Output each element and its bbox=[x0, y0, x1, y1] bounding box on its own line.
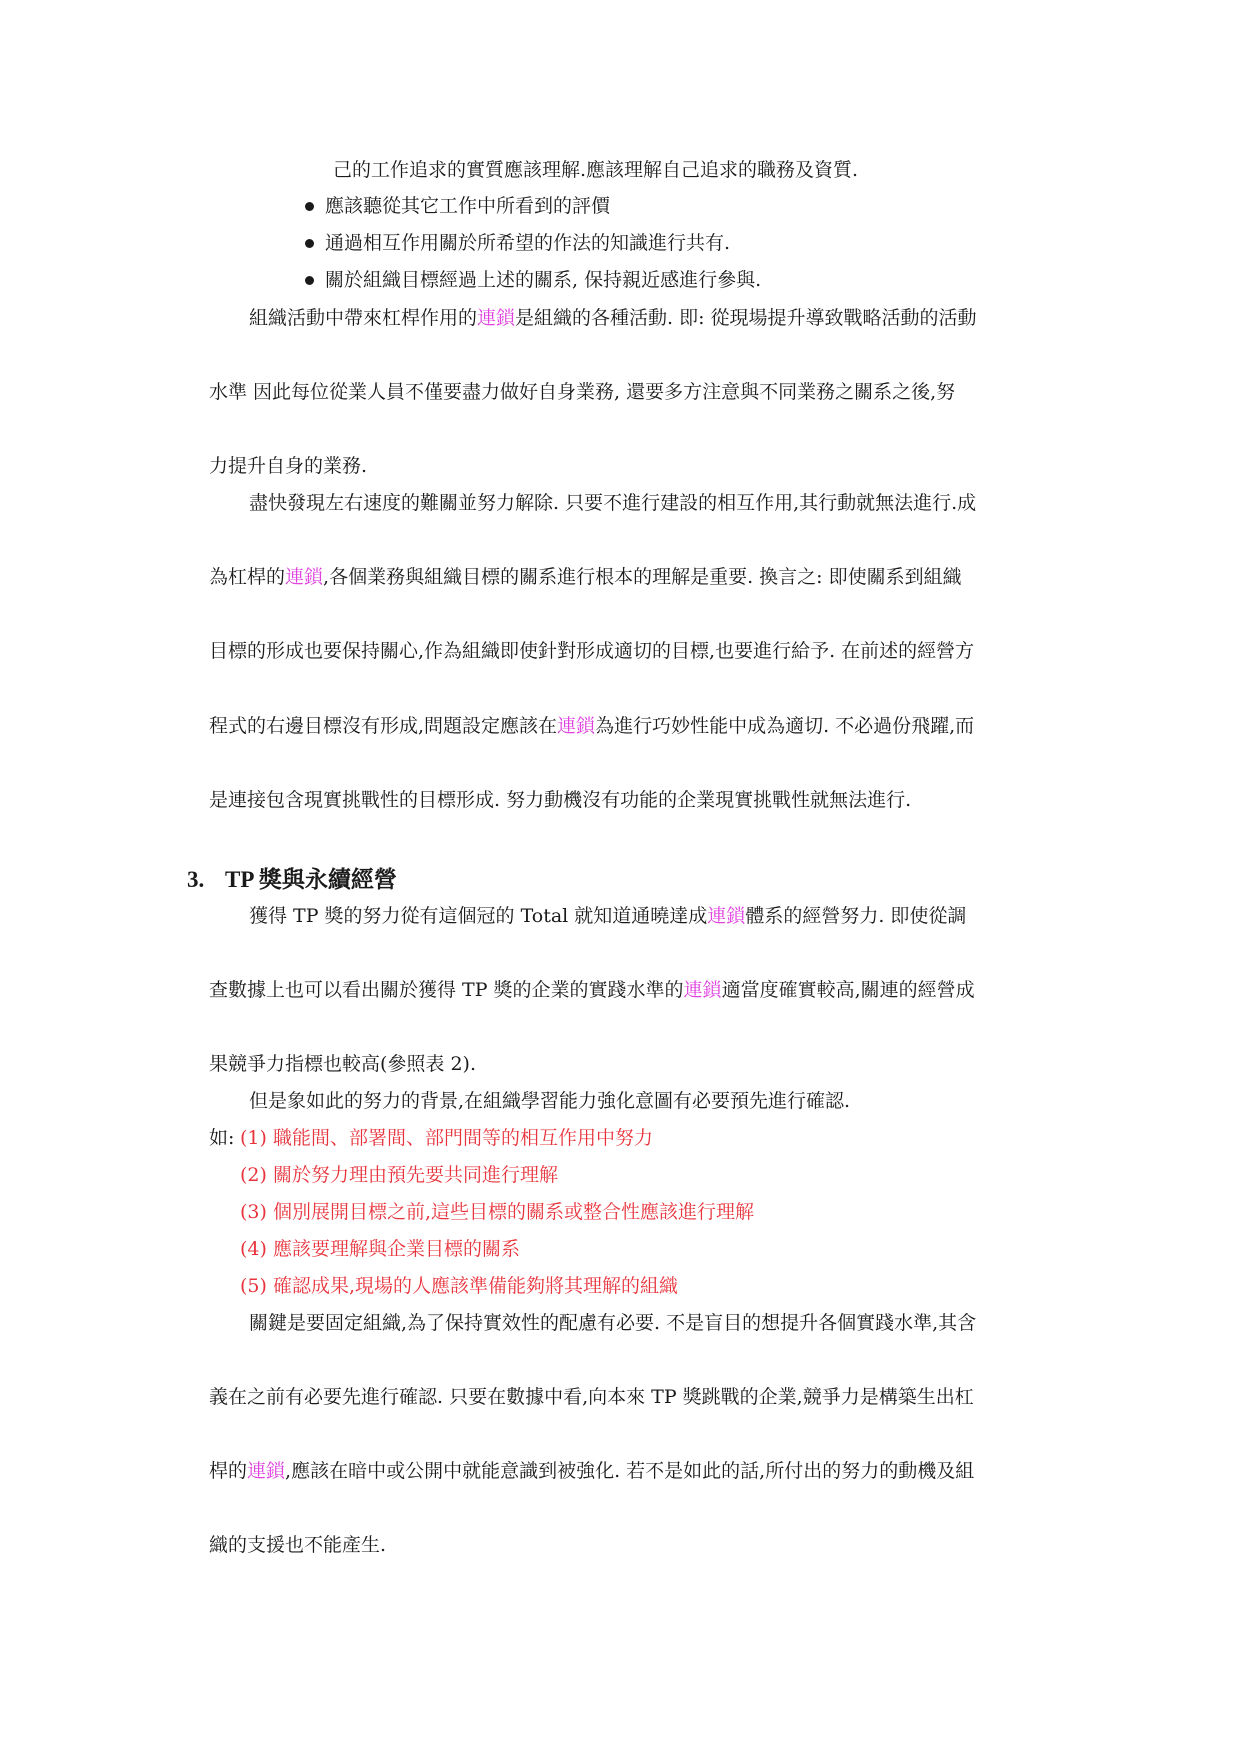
paragraph-3-line-1 bbox=[249, 904, 966, 928]
paragraph-5-line-1: 關鍵是要固定組織,為了保持實效性的配慮有必要. 不是盲目的想提升各個實踐水準,其含 bbox=[249, 1312, 977, 1334]
text-run: 是組織的各種活動. 即: 從現場提升導致戰略活動的活動 bbox=[515, 307, 977, 329]
text-run: 為進行巧妙性能中成為適切. 不必過份飛躍,而 bbox=[595, 715, 975, 737]
text-run: 查數據上也可以看出關於獲得 TP 獎的企業的實踐水準的 bbox=[209, 979, 684, 1001]
bullet-item-2: 通過相互作用關於所希望的作法的知識進行共有. bbox=[325, 232, 731, 254]
text-run: 適當度確實較高,關連的經營成 bbox=[721, 979, 975, 1001]
bullet-dot-icon bbox=[305, 276, 314, 285]
keyword-highlight: 連鎖 bbox=[285, 566, 324, 588]
paragraph-1-line-3: 力提升自身的業務. bbox=[209, 455, 368, 477]
text-run: 組織活動中帶來杠桿作用的 bbox=[249, 307, 478, 329]
paragraph-3-line-2 bbox=[209, 978, 975, 1002]
text-run: 程式的右邊目標沒有形成,問題設定應該在 bbox=[209, 715, 558, 737]
text-run: ,應該在暗中或公開中就能意識到被強化. 若不是如此的話,所付出的努力的動機及組 bbox=[285, 1460, 975, 1482]
keyword-highlight: 連鎖 bbox=[247, 1460, 286, 1482]
keyword-highlight: 連鎖 bbox=[683, 979, 722, 1001]
text-run: 體系的經營努力. 即使從調 bbox=[745, 905, 967, 927]
text-run: ,各個業務與組織目標的關系進行根本的理解是重要. 換言之: 即使關系到組織 bbox=[323, 566, 962, 588]
text-run: 為杠桿的 bbox=[209, 566, 286, 588]
paragraph-5-line-4: 織的支援也不能產生. bbox=[209, 1534, 387, 1556]
list-item-1: (1) 職能間、部署間、部門間等的相互作用中努力 bbox=[240, 1127, 653, 1149]
bullet-dot-icon bbox=[305, 202, 314, 211]
paragraph-1-line-2: 水準 因此每位從業人員不僅要盡力做好自身業務, 還要多方注意與不同業務之關系之後,努 bbox=[209, 381, 956, 403]
text-run: 桿的 bbox=[209, 1460, 248, 1482]
keyword-highlight: 連鎖 bbox=[707, 905, 746, 927]
list-item-5: (5) 確認成果,現場的人應該準備能夠將其理解的組織 bbox=[240, 1275, 678, 1297]
paragraph-2-line-1: 盡快發現左右速度的難關並努力解除. 只要不進行建設的相互作用,其行動就無法進行.成 bbox=[249, 492, 977, 514]
paragraph-2-line-2 bbox=[209, 565, 962, 589]
keyword-highlight: 連鎖 bbox=[557, 715, 596, 737]
list-item-3: (3) 個別展開目標之前,這些目標的關系或整合性應該進行理解 bbox=[240, 1201, 754, 1223]
paragraph-3-line-3: 果競爭力指標也較高(參照表 2). bbox=[209, 1053, 476, 1075]
section-heading bbox=[187, 866, 397, 894]
bullet-dot-icon bbox=[305, 239, 314, 248]
paragraph-2-line-3: 目標的形成也要保持關心,作為組織即使針對形成適切的目標,也要進行給予. 在前述的經營方 bbox=[209, 640, 975, 662]
paragraph-5-line-2: 義在之前有必要先進行確認. 只要在數據中看,向本來 TP 獎跳戰的企業,競爭力是構築生出杠 bbox=[209, 1386, 974, 1408]
list-item-2: (2) 關於努力理由預先要共同進行理解 bbox=[240, 1164, 558, 1186]
paragraph-2-line-4 bbox=[209, 714, 974, 738]
paragraph-5-line-3 bbox=[209, 1459, 974, 1483]
intro-line: 己的工作追求的實質應該理解.應該理解自己追求的職務及資質. bbox=[333, 159, 859, 181]
bullet-item-1: 應該聽從其它工作中所看到的評價 bbox=[325, 195, 611, 217]
list-prefix: 如: bbox=[209, 1127, 235, 1149]
paragraph-1-line-1 bbox=[249, 306, 977, 330]
section-number: 3. bbox=[187, 867, 205, 892]
bullet-item-3: 關於組織目標經過上述的關系, 保持親近感進行參與. bbox=[325, 269, 762, 291]
list-item-4: (4) 應該要理解與企業目標的關系 bbox=[240, 1238, 520, 1260]
paragraph-4: 但是象如此的努力的背景,在組織學習能力強化意圖有必要預先進行確認. bbox=[249, 1090, 851, 1112]
text-run: 獲得 TP 獎的努力從有這個冠的 Total 就知道通曉達成 bbox=[249, 905, 708, 927]
keyword-highlight: 連鎖 bbox=[477, 307, 516, 329]
paragraph-2-line-5: 是連接包含現實挑戰性的目標形成. 努力動機沒有功能的企業現實挑戰性就無法進行. bbox=[209, 789, 912, 811]
section-title: TP 獎與永續經營 bbox=[225, 867, 397, 892]
